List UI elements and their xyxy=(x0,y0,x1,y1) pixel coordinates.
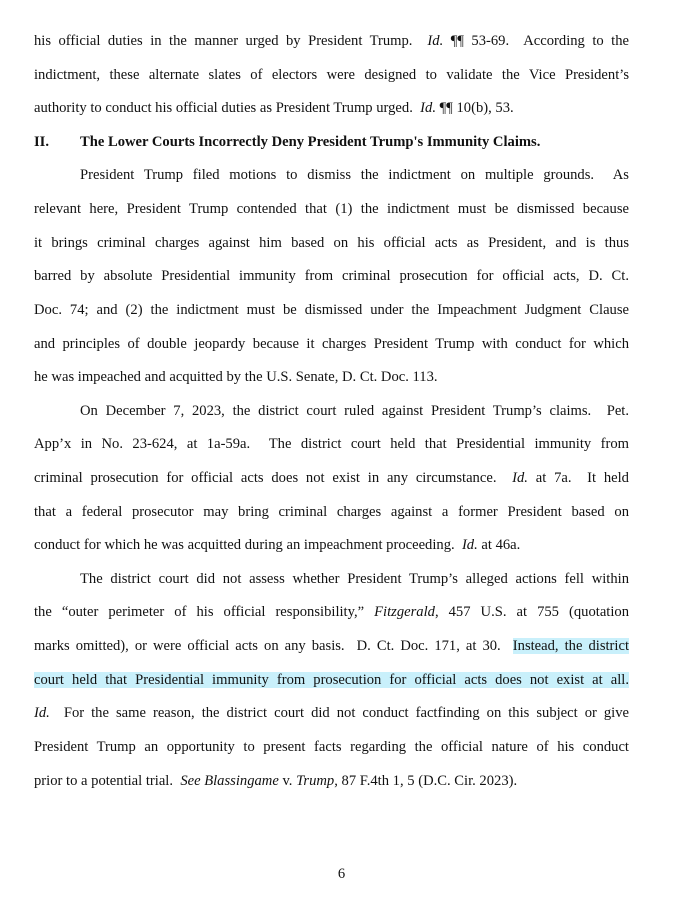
text-run: at 7a. It held xyxy=(527,470,629,486)
text-line xyxy=(34,233,629,253)
text-line xyxy=(34,602,629,622)
text-line xyxy=(80,569,629,589)
text-line xyxy=(34,65,629,85)
text-line xyxy=(34,771,629,791)
section-heading xyxy=(34,132,634,152)
text-run: conduct for which he was acquitted during an impeachment proceeding. xyxy=(34,537,462,553)
text-line xyxy=(80,401,629,421)
text-line xyxy=(34,670,629,690)
text-run: he was impeached and acquitted by the U.S. Senate, D. Ct. Doc. 113. xyxy=(34,369,438,385)
text-run: v. xyxy=(278,773,297,789)
text-line xyxy=(34,199,629,219)
text-run: prior to a potential trial. xyxy=(34,773,181,789)
text-run: that a federal prosecutor may bring criminal charges against a former President based on xyxy=(34,504,629,520)
italic-citation: Id. xyxy=(427,33,444,49)
italic-citation: Id. xyxy=(34,705,50,721)
text-run: President Trump filed motions to dismiss the indictment on multiple grounds. As xyxy=(80,167,629,183)
text-run: it brings criminal charges against him based on his official acts as President, and is thus xyxy=(34,235,629,251)
text-line xyxy=(34,300,629,320)
text-run: President Trump an opportunity to present facts regarding the official nature of his conduct xyxy=(34,739,629,755)
text-run: App’x in No. 23-624, at 1a-59a. The district court held that Presidential immunity from xyxy=(34,436,629,452)
text-line xyxy=(34,636,629,656)
text-run: , 457 U.S. at 755 (quotation xyxy=(434,604,629,620)
text-line xyxy=(34,502,629,522)
italic-citation: Fitzgerald xyxy=(374,604,435,620)
italic-citation: Id. xyxy=(512,470,528,486)
text-line xyxy=(34,31,629,51)
text-line xyxy=(34,334,629,354)
text-run: Doc. 74; and (2) the indictment must be dismissed under the Impeachment Judgment Clause xyxy=(34,302,629,318)
text-run: The district court did not assess whether President Trump’s alleged actions fell within xyxy=(80,571,629,587)
italic-citation: See Blassingame xyxy=(180,773,279,789)
text-line xyxy=(80,165,629,185)
text-line xyxy=(34,468,629,488)
text-run: his official duties in the manner urged by President Trump. xyxy=(34,33,428,49)
text-run: and principles of double jeopardy because it charges President Trump with conduct for which xyxy=(34,336,629,352)
section-number: II. xyxy=(34,134,50,150)
text-line xyxy=(34,434,629,454)
italic-citation: Id. xyxy=(420,100,436,116)
section-title: The Lower Courts Incorrectly Deny President Trump's Immunity Claims. xyxy=(80,134,541,150)
text-run: barred by absolute Presidential immunity from criminal prosecution for official acts, D. Ct. xyxy=(34,268,629,284)
highlighted-text: court held that Presidential immunity from prosecution for official acts does not exist at all. xyxy=(34,672,629,688)
italic-citation: Id. xyxy=(461,537,478,553)
text-run: at 46a. xyxy=(477,537,521,553)
italic-citation: Trump xyxy=(296,773,335,789)
text-run: authority to conduct his official duties as President Trump urged. xyxy=(34,100,421,116)
text-run: criminal prosecution for official acts does not exist in any circumstance. xyxy=(34,470,513,486)
text-run: the “outer perimeter of his official responsibility,” xyxy=(34,604,375,620)
text-line xyxy=(34,367,629,387)
text-line xyxy=(34,535,629,555)
text-run: relevant here, President Trump contended that (1) the indictment must be dismissed because xyxy=(34,201,629,217)
text-line xyxy=(34,266,629,286)
text-line xyxy=(34,703,629,723)
text-run: marks omitted), or were official acts on any basis. D. Ct. Doc. 171, at 30. xyxy=(34,638,513,654)
text-run: ¶¶ 10(b), 53. xyxy=(435,100,514,116)
text-run: indictment, these alternate slates of electors were designed to validate the Vice President’s xyxy=(34,67,629,83)
text-run: ¶¶ 53-69. According to the xyxy=(443,33,629,49)
page-number: 6 xyxy=(337,866,346,882)
text-run: On December 7, 2023, the district court ruled against President Trump’s claims. Pet. xyxy=(80,403,629,419)
highlighted-text: Instead, the district xyxy=(512,638,629,654)
text-run: For the same reason, the district court did not conduct factfinding on this subject or give xyxy=(49,705,629,721)
text-line xyxy=(34,98,629,118)
text-run: , 87 F.4th 1, 5 (D.C. Cir. 2023). xyxy=(334,773,518,789)
text-line xyxy=(34,737,629,757)
